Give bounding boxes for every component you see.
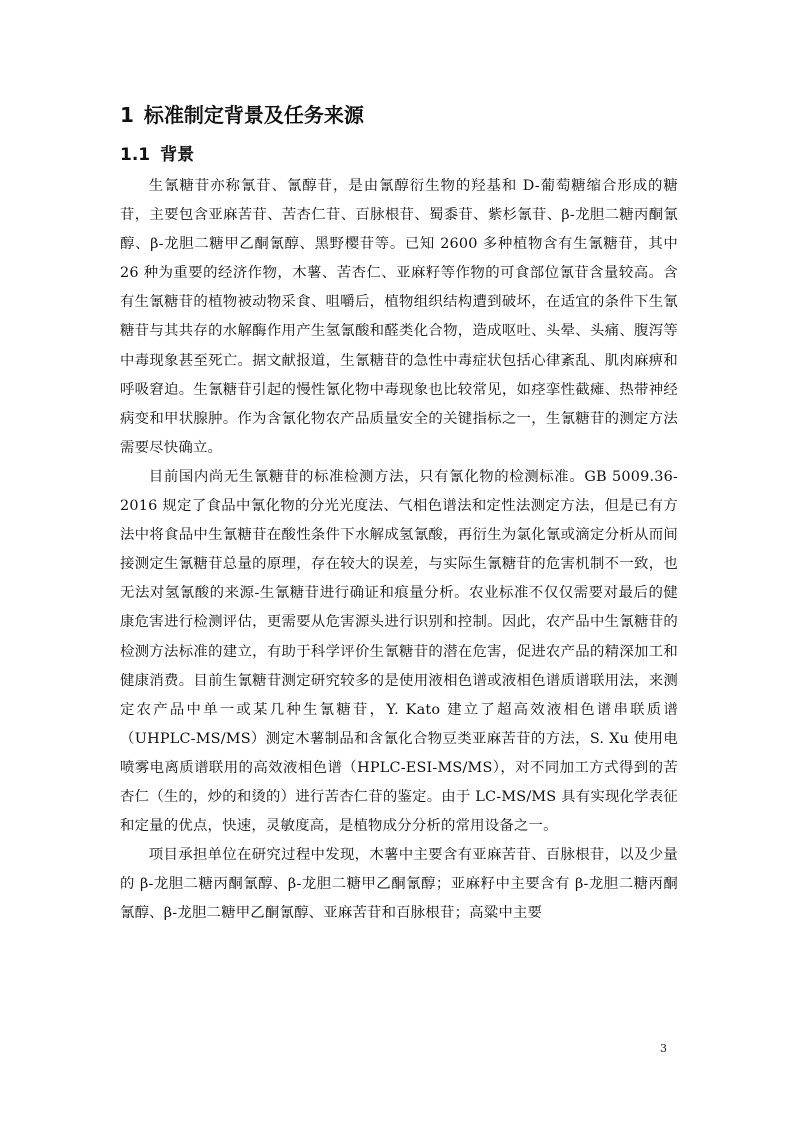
paragraph-1: 生氰糖苷亦称氰苷、氰醇苷，是由氰醇衍生物的羟基和 D-葡萄糖缩合形成的糖苷，主要包含亚麻苦苷、苦杏仁苷、百脉根苷、蜀黍苷、紫杉氰苷、β-龙胆二糖丙酮氰醇、β-龙胆二糖甲乙酮氰醇、黑野樱苷等。已知 2600 多种植物含有生氰糖苷，其中 26 种为重要的经济作物，木薯、苦杏仁、亚麻籽等作物的可食部位氰苷含量较高。含有生氰糖苷的植物被动物采食、咀嚼后，植物组织结构遭到破坏，在适宜的条件下生氰糖苷与其共存的水解酶作用产生氢氰酸和醛类化合物，造成呕吐、头晕、头痛、腹泻等中毒现象甚至死亡。据文献报道，生氰糖苷的急性中毒症状包括心律紊乱、肌肉麻痹和呼吸窘迫。生氰糖苷引起的慢性氰化物中毒现象也比较常见，如痉挛性截瘫、热带神经病变和甲状腺肿。作为含氰化物农产品质量安全的关键指标之一，生氰糖苷的测定方法需要尽快确立。	[120, 178, 678, 456]
section-number: 1	[120, 103, 134, 127]
paragraph-2: 目前国内尚无生氰糖苷的标准检测方法，只有氰化物的检测标准。GB 5009.36-2016 规定了食品中氰化物的分光光度法、气相色谱法和定性法测定方法，但是已有方法中将食品中生氰糖苷在酸性条件下水解成氢氰酸，再衍生为氯化氰或滴定分析从而间接测定生氰糖苷总量的原理，存在较大的误差，与实际生氰糖苷的危害机制不一致，也无法对氢氰酸的来源-生氰糖苷进行确证和痕量分析。农业标准不仅仅需要对最后的健康危害进行检测评估，更需要从危害源头进行识别和控制。因此，农产品中生氰糖苷的检测方法标准的建立，有助于科学评价生氰糖苷的潜在危害，促进农产品的精深加工和健康消费。目前生氰糖苷测定研究较多的是使用液相色谱或液相色谱质谱联用法，来测定农产品中单一或某几种生氰糖苷，Y. Kato 建立了超高效液相色谱串联质谱（UHPLC-MS/MS）测定木薯制品和含氰化合物豆类亚麻苦苷的方法，S. Xu 使用电喷雾电离质谱联用的高效液相色谱（HPLC-ESI-MS/MS），对不同加工方式得到的苦杏仁（生的，炒的和烫的）进行苦杏仁苷的鉴定。由于 LC-MS/MS 具有实现化学表征和定量的优点，快速，灵敏度高，是植物成分分析的常用设备之一。	[120, 468, 678, 835]
section-title: 标准制定背景及任务来源	[143, 103, 364, 127]
page-number: 3	[660, 1042, 667, 1055]
section-heading	[120, 100, 678, 130]
subsection-title: 背景	[160, 145, 195, 165]
subsection-number: 1.1	[120, 145, 151, 165]
document-page	[120, 100, 678, 928]
paragraph-3: 项目承担单位在研究过程中发现，木薯中主要含有亚麻苦苷、百脉根苷，以及少量的 β-龙胆二糖丙酮氰醇、β-龙胆二糖甲乙酮氰醇；亚麻籽中主要含有 β-龙胆二糖丙酮氰醇、β-龙胆二糖甲乙酮氰醇、亚麻苦苷和百脉根苷；高粱中主要	[120, 847, 678, 922]
subsection-heading	[120, 142, 678, 168]
